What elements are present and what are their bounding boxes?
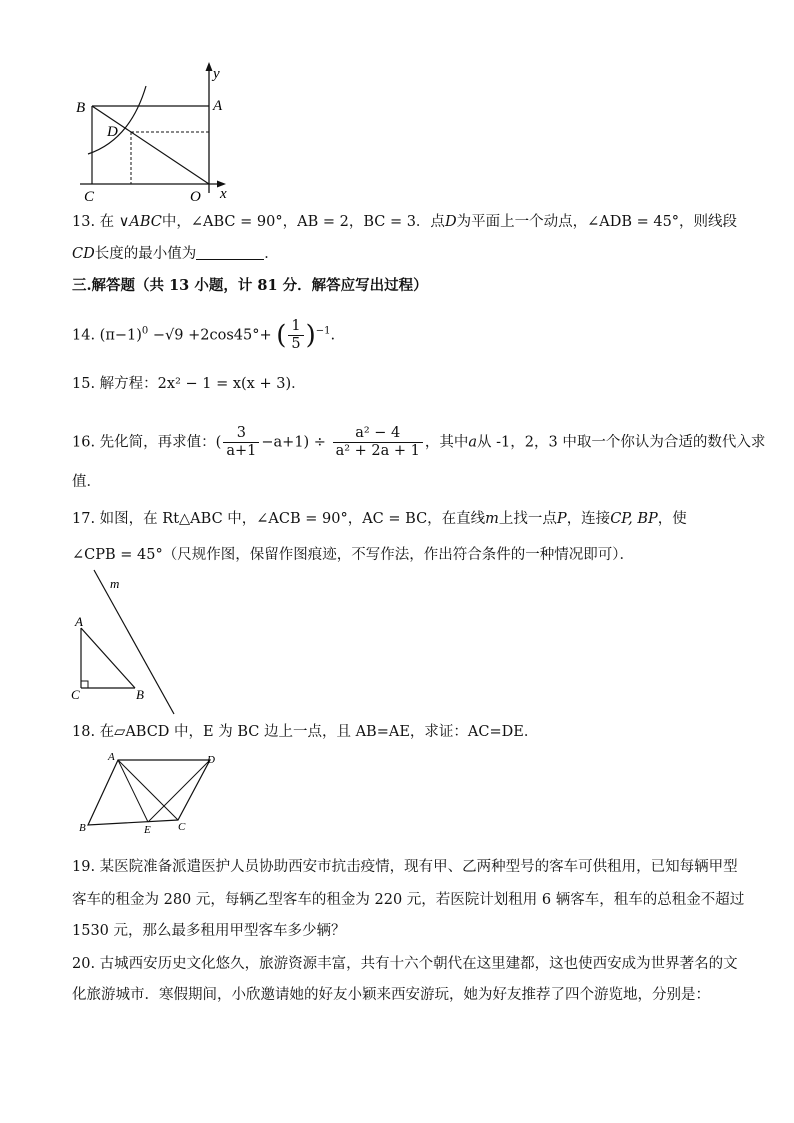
q13-line2: CD长度的最小值为 ．	[72, 246, 279, 262]
label-O: O	[190, 189, 201, 203]
label-C: C	[178, 821, 186, 833]
label-B: B	[79, 822, 86, 834]
q16-line1: 16. 先化简，再求值：( $\frac{3}{a+1}$ −a+1) ÷ $\frac{\text{a² − 4}}{\text{a² + 2a + 1}}$ ，其中a从 -1，2，3 中取一个你认为合适的数代入求	[72, 425, 766, 459]
label-A: A	[108, 751, 115, 763]
figure-q18-parallelogram	[74, 750, 234, 840]
label-C: C	[71, 687, 80, 702]
q20-line2: 化旅游城市．寒假期间，小欣邀请她的好友小颖来西安游玩，她为好友推荐了四个游览地，分别是：	[72, 987, 710, 1003]
q15: 15. 解方程：2x² − 1 = x(x + 3)．	[72, 376, 306, 392]
q17-line1: 17. 如图，在 Rt△ABC 中，∠ACB = 90°，AC = BC，在直线m上找一点P，连接CP, BP，使	[72, 511, 687, 527]
q17-line2: ∠CPB = 45°（尺规作图，保留作图痕迹，不写作法，作出符合条件的一种情况即可）．	[72, 547, 634, 563]
q19-line3: 1530 元，那么最多租用甲型客车多少辆？	[72, 923, 346, 939]
label-x: x	[220, 186, 227, 202]
q16-line2: 值．	[72, 474, 101, 490]
q18: 18. 在▱ABCD 中，E 为 BC 边上一点，且 AB=AE，求证：AC=DE．	[72, 724, 539, 740]
label-A: A	[75, 614, 83, 629]
section-3-title: 三.解答题（共 13 小题，计 81 分．解答应写出过程）	[72, 277, 428, 294]
q13-line1: 13. 在 ∨ABC中，∠ABC = 90°，AB = 2，BC = 3．点D为平面上一个动点，∠ADB = 45°，则线段	[72, 214, 738, 230]
label-E: E	[144, 824, 151, 836]
label-D: D	[107, 124, 118, 140]
label-D: D	[207, 754, 215, 766]
q19-line1: 19. 某医院准备派遣医护人员协助西安市抗击疫情，现有甲、乙两种型号的客车可供租用，已知每辆甲型	[72, 859, 738, 875]
q20-line1: 20. 古城西安历史文化悠久，旅游资源丰富，共有十六个朝代在这里建都，这也使西安成为世界著名的文	[72, 956, 738, 972]
figure-coordinate-rectangle	[70, 58, 240, 203]
label-y: y	[213, 66, 220, 82]
q14: 14. $(\pi-1)^0 -√9 +2\cos 45^\circ+$ ( $\frac{1}{5}$ )$^{-1}$.	[72, 318, 336, 352]
label-m: m	[110, 576, 120, 591]
figure-q17-triangle	[68, 568, 188, 718]
label-B: B	[136, 687, 144, 702]
label-B: B	[76, 100, 86, 116]
answer-blank[interactable]	[196, 244, 264, 260]
q19-line2: 客车的租金为 280 元，每辆乙型客车的租金为 220 元，若医院计划租用 6 辆客车，租车的总租金不超过	[72, 892, 745, 908]
label-C: C	[84, 189, 95, 203]
label-A: A	[213, 98, 223, 114]
